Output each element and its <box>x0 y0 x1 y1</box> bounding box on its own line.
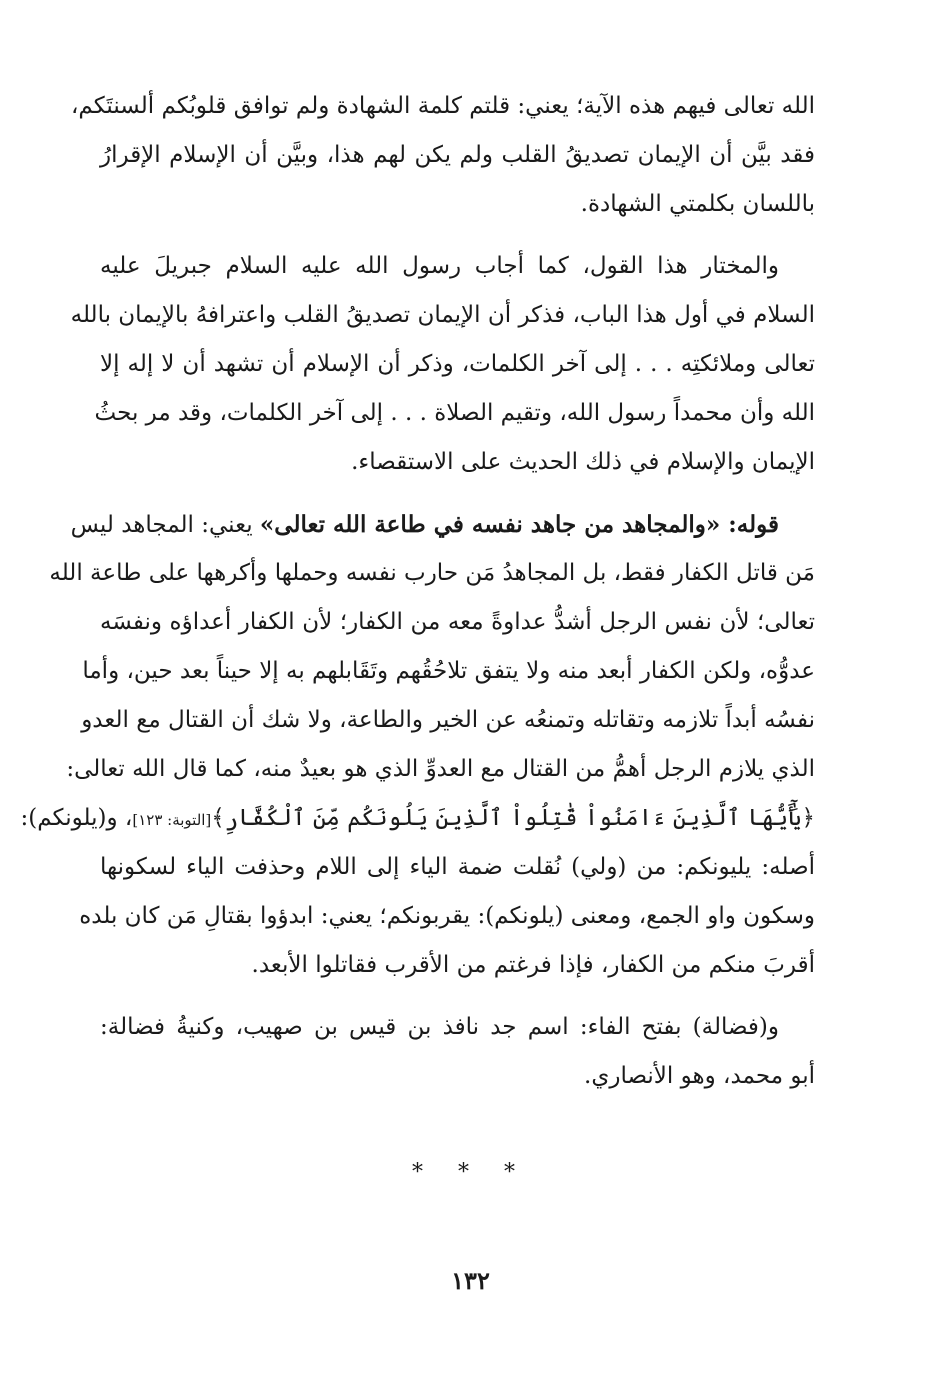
text-line: السلام في أول هذا الباب، فذكر أن الإيمان تصديقُ القلب واعترافهُ بالإيمان بالله <box>70 302 815 328</box>
quran-reference: [التوبة: ١٢٣] <box>132 811 212 829</box>
text-line: وسكون واو الجمع، ومعنى (يلونكم): يقربونكم؛ يعني: ابدؤوا بقتالِ مَن كان بلده <box>79 903 815 929</box>
text-line: تعالى؛ لأن نفس الرجل أشدُّ عداوةً معه من الكفار؛ لأن الكفار أعداؤه ونفسَه <box>100 609 815 635</box>
verse-followup: ، و(يلونكم): <box>20 805 133 831</box>
text-line: الإيمان والإسلام في ذلك الحديث على الاستقصاء. <box>351 449 815 475</box>
text-line: أقربَ منكم من الكفار، فإذا فرغتم من الأقرب فقاتلوا الأبعد. <box>251 952 815 978</box>
paragraph-3 <box>20 500 815 990</box>
lemma-explanation: يعني: المجاهد ليس <box>70 512 260 538</box>
text-line: باللسان بكلمتي الشهادة. <box>580 191 815 217</box>
text-line: أصله: يليونكم: من (ولي) نُقلت ضمة الياء إلى اللام وحذفت الياء لسكونها <box>100 854 815 880</box>
text-line: و(فضالة) بفتح الفاء: اسم جد نافذ بن قيس بن صهيب، وكنيةُ فضالة: <box>100 1014 779 1040</box>
text-line: والمختار هذا القول، كما أجاب رسول الله عليه السلام جبريلَ عليه <box>100 253 779 279</box>
text-line: عدوُّه، ولكن الكفار أبعد منه ولا يتفق تلاحُقُهم وتَقَابلهم به إلا حيناً بعد حين، وأما <box>82 658 815 684</box>
text-line: الله وأن محمداً رسول الله، وتقيم الصلاة . . . إلى آخر الكلمات، وقد مر بحثُ <box>94 400 815 426</box>
text-line: تعالى وملائكتِه . . . إلى آخر الكلمات، وذكر أن الإسلام أن تشهد أن لا إله إلا <box>100 351 815 377</box>
document-body <box>20 82 815 1114</box>
paragraph-1 <box>70 82 815 229</box>
paragraph-2 <box>70 242 815 487</box>
text-line <box>70 500 815 549</box>
text-line: أبو محمد، وهو الأنصاري. <box>584 1063 815 1089</box>
quoted-lemma: قوله: «والمجاهد من جاهد نفسه في طاعة الله تعالى» <box>259 511 779 538</box>
paragraph-4 <box>100 1003 815 1101</box>
page-number: ١٣٢ <box>451 1266 490 1295</box>
text-line: الذي يلازم الرجل أهمُّ من القتال مع العدوِّ الذي هو بعيدٌ منه، كما قال الله تعالى: <box>66 756 815 782</box>
quran-verse: ﴿يَٰٓأَيُّهَا ٱلَّذِينَ ءَامَنُواْ قَٰتِلُواْ ٱلَّذِينَ يَلُونَكُم مِّنَ ٱلْكُفَّارِ﴾ <box>211 805 815 831</box>
text-line: فقد بيَّن أن الإيمان تصديقُ القلب ولم يكن لهم هذا، وبيَّن أن الإسلام الإقرارُ <box>100 142 815 168</box>
text-line: الله تعالى فيهم هذه الآية؛ يعني: قلتم كلمة الشهادة ولم توافق قلوبُكم ألسنتَكم، <box>70 93 815 119</box>
text-line <box>20 794 815 843</box>
section-separator: * * * <box>412 1160 529 1185</box>
text-line: نفسُه أبداً تلازمه وتقاتله وتمنعُه عن الخير والطاعة، ولا شك أن القتال مع العدو <box>81 707 815 733</box>
text-line: مَن قاتل الكفار فقط، بل المجاهدُ مَن حارب نفسه وحملها وأكرهها على طاعة الله <box>49 560 815 586</box>
